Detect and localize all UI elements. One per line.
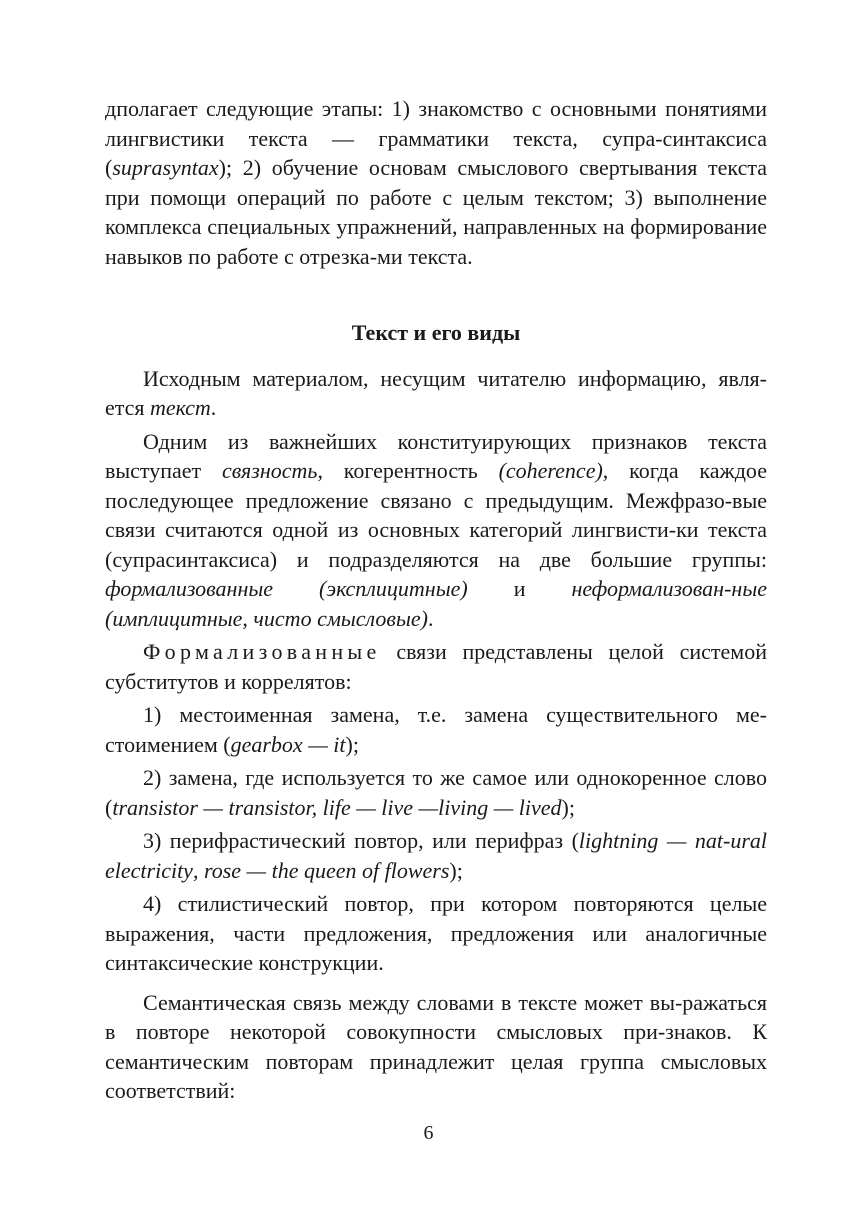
text-run: ); <box>345 731 359 757</box>
list-item-2 <box>105 763 767 822</box>
text-run: ); <box>561 794 575 820</box>
text-run: связи представлены целой системой субститутов и коррелятов: <box>105 639 767 694</box>
text-run: , когда каждое последующее предложение связано с предыдущим. Межфразо-вые связи считаются одной из основных категорий лингвисти-ки текста (супрасинтаксиса) и подразделяются на две большие группы: <box>105 458 767 572</box>
text-run: Исходным материалом, несущим читателю информацию, явля-ется <box>105 365 767 420</box>
text-run: . <box>427 605 434 631</box>
italic-term: неформализован-ные (имплицитные, чисто смысловые) <box>105 576 767 631</box>
italic-term: (coherence) <box>498 458 603 483</box>
text-run: и <box>467 576 572 601</box>
italic-term: текст <box>150 395 211 420</box>
text-run: 2) замена, где используется то же самое или однокоренное слово ( <box>105 765 767 820</box>
paragraph-coherence <box>105 427 767 634</box>
text-run: , <box>192 857 204 883</box>
italic-term: lightning — nat-ural electricity <box>105 828 768 883</box>
text-run: дполагает следующие этапы: 1) знакомство с основными понятиями лингвистики текста — грамматики текста, супра-синтаксиса ( <box>105 96 767 180</box>
italic-term: gearbox — it <box>230 731 346 757</box>
list-item-3 <box>105 826 767 885</box>
text-run: 1) местоименная замена, т.е. замена существительного ме-стоимением ( <box>105 702 767 757</box>
section-heading: Текст и его виды <box>351 320 521 345</box>
italic-term: rose — the queen of flowers <box>203 857 450 883</box>
intro-paragraph <box>105 94 767 271</box>
list-item-1 <box>105 700 767 759</box>
paragraph-text-definition <box>105 364 767 423</box>
text-run: Одним из важнейших конституирующих признаков текста выступает <box>105 428 767 483</box>
text-run: 3) перифрастический повтор, или перифраз ( <box>143 828 579 853</box>
italic-term: suprasyntax <box>112 155 219 180</box>
page-number: 6 <box>423 1122 434 1144</box>
text-run: Семантическая связь между словами в тексте может вы-ражаться в повторе некоторой совокупности смысловых при-знаков. К семантическим повторам принадлежит целая группа смысловых соответствий: <box>105 989 767 1103</box>
italic-term: связность <box>222 458 318 483</box>
list-item-4 <box>105 889 767 978</box>
paragraph-formal-links <box>105 637 767 696</box>
italic-term: формализованные (эксплицитные) <box>105 576 468 601</box>
paragraph-semantic-links <box>105 988 767 1106</box>
spaced-term: Формализованные <box>143 639 381 664</box>
text-run: 4) стилистический повтор, при котором повторяются целые выражения, части предложения, предложения или аналогичные синтаксические конструкции. <box>105 891 767 975</box>
text-run: . <box>210 395 217 420</box>
page-body <box>105 94 767 1106</box>
text-run: ); <box>449 857 463 883</box>
text-run: , когерентность <box>317 458 499 483</box>
italic-term: transistor — transistor, life — live —living — lived <box>112 794 562 820</box>
text-run: ); 2) обучение основам смыслового свертывания текста при помощи операций по работе с целым текстом; 3) выполнение комплекса специальных упражнений, направленных на формирование навыков по работе с отрезка-ми текста. <box>105 155 767 269</box>
